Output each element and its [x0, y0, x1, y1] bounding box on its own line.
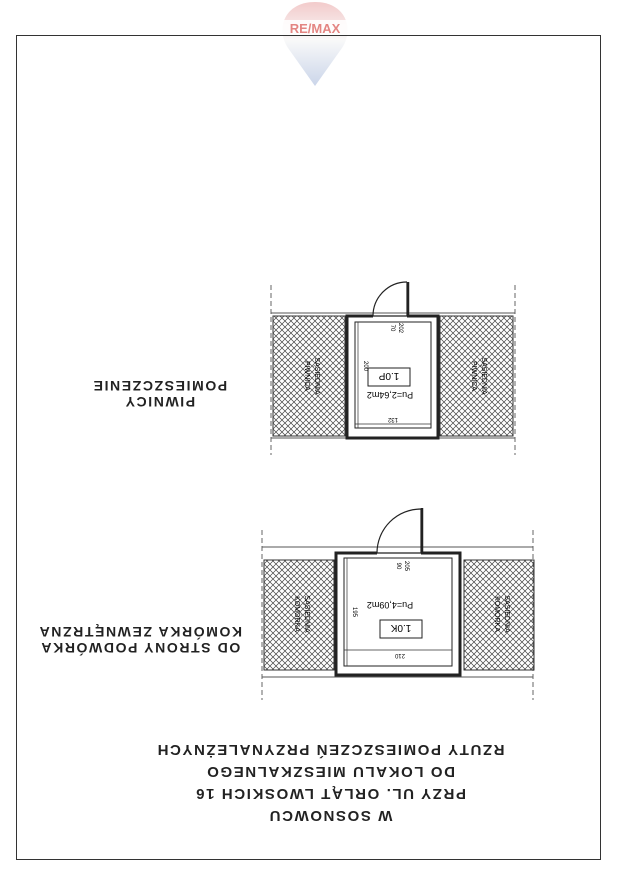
- cellar-left-neighbor-line1: SĄSIEDNIA: [313, 357, 320, 395]
- title-line3: PRZY UL. ORLĄT LWOSKICH 16: [194, 785, 466, 802]
- storage-dim-door-b: 90: [395, 562, 401, 570]
- storage-room-area: Pu=4,09m2: [366, 600, 414, 610]
- cellar-right-neighbor-line2: PIWNICA: [470, 361, 477, 391]
- storage-dim-door-a: 205: [403, 560, 409, 572]
- cellar-dim-door-a: 202: [397, 322, 403, 334]
- storage-heading-line1: KOMÓRKA ZEWNĘTRZNA: [37, 624, 243, 640]
- cellar-dim-height: 200: [362, 360, 368, 372]
- title-line1: RZUTY POMIESZCZEŃ PRZYNALEŻNYCH: [155, 741, 505, 758]
- cellar-room-area: Pu=2,64m2: [366, 390, 414, 400]
- storage-heading-line2: OD STRONY PODWÓRKA: [39, 640, 241, 656]
- cellar-heading-line1: POMIESZCZENIE: [92, 378, 228, 394]
- cellar-left-neighbor-line2: PIWNICA: [303, 361, 310, 391]
- cellar-dim-door-b: 70: [389, 324, 395, 332]
- cellar-dim-width: 132: [387, 416, 399, 422]
- title-line4: W SOSNOWCU: [267, 807, 393, 824]
- storage-dim-width: 210: [394, 652, 406, 658]
- svg-text:RE/MAX: RE/MAX: [289, 21, 341, 36]
- storage-dim-height: 195: [351, 606, 357, 618]
- cellar-right-neighbor-line1: SĄSIEDNIA: [480, 357, 487, 395]
- storage-right-neighbor-line1: SĄSIEDNIA: [503, 595, 510, 633]
- cellar-room-code: 1.0P: [378, 370, 400, 381]
- cellar-heading-line2: PIWNICY: [124, 394, 196, 410]
- title-line2: DO LOKALU MIESZKALNEGO: [205, 763, 455, 780]
- storage-right-neighbor-line2: KOMÓRKA: [493, 596, 500, 632]
- cellar-plan: [271, 282, 515, 455]
- storage-left-neighbor-line2: KOMÓRKA: [293, 596, 300, 632]
- storage-plan: [262, 508, 534, 700]
- storage-room-code: 1.0K: [390, 622, 412, 633]
- storage-left-neighbor-line1: SĄSIEDNIA: [303, 595, 310, 633]
